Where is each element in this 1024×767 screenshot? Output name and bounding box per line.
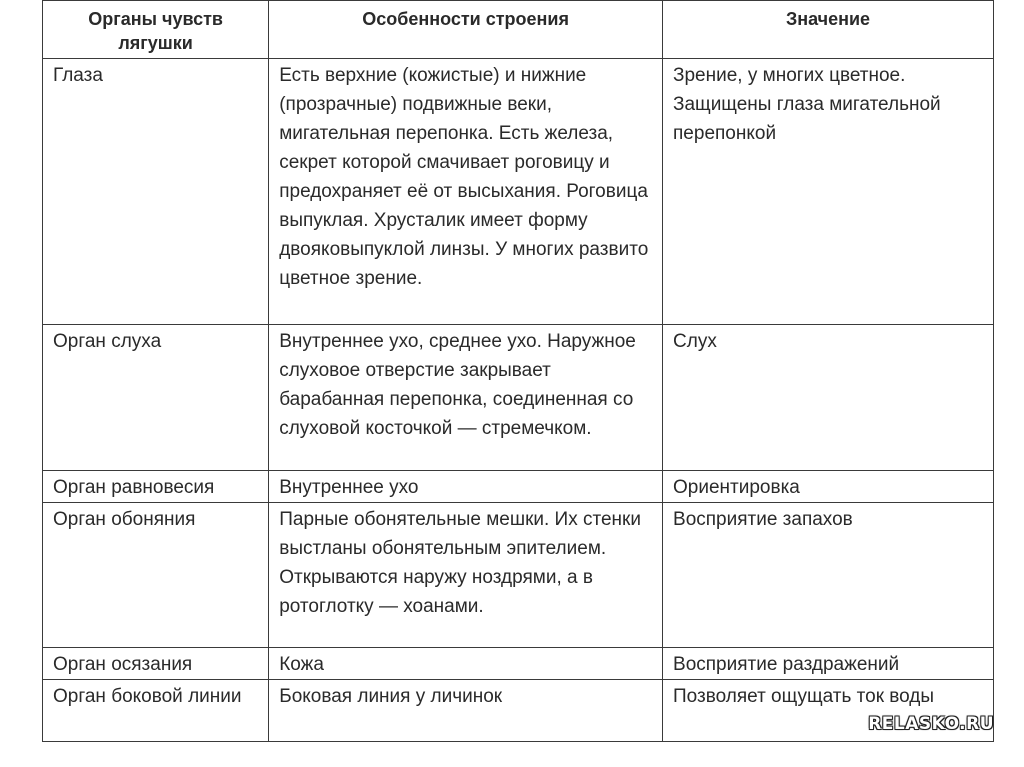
cell-structure: Есть верхние (кожистые) и нижние (прозрачные) подвижные веки, мигательная перепонка. Есть железа, секрет которой смачивает роговицу и предохраняет её от высыхания. Роговица выпуклая. Хрусталик имеет форму двояковыпуклой линзы. У многих развито цветное зрение. — [269, 59, 663, 325]
table-row — [43, 471, 994, 503]
cell-meaning: Зрение, у многих цветное. Защищены глаза мигательной перепонкой — [663, 59, 994, 325]
cell-meaning: Слух — [663, 325, 994, 471]
cell-meaning: Ориентировка — [663, 471, 994, 503]
cell-organ: Орган равновесия — [43, 471, 269, 503]
cell-organ: Орган обоняния — [43, 503, 269, 648]
cell-organ: Орган боковой линии — [43, 680, 269, 742]
cell-structure: Внутреннее ухо — [269, 471, 663, 503]
header-organs: Органы чувств лягушки — [43, 1, 269, 59]
cell-structure: Боковая линия у личинок — [269, 680, 663, 742]
table-row — [43, 59, 994, 325]
table-row — [43, 503, 994, 648]
cell-organ: Глаза — [43, 59, 269, 325]
cell-organ: Орган осязания — [43, 648, 269, 680]
header-structure: Особенности строения — [269, 1, 663, 59]
table-header-row — [43, 1, 994, 59]
cell-meaning: Восприятие запахов — [663, 503, 994, 648]
table-row — [43, 648, 994, 680]
cell-meaning: Позволяет ощущать ток воды — [663, 680, 994, 742]
cell-structure: Парные обонятельные мешки. Их стенки выстланы обонятельным эпителием. Открываются наружу ноздрями, а в ротоглотку — хоанами. — [269, 503, 663, 648]
frog-sense-organs-table — [42, 0, 994, 742]
header-meaning: Значение — [663, 1, 994, 59]
site-watermark: RELASKO.RU — [868, 714, 994, 734]
cell-organ: Орган слуха — [43, 325, 269, 471]
table-row — [43, 325, 994, 471]
table-row — [43, 680, 994, 742]
cell-structure: Кожа — [269, 648, 663, 680]
cell-structure: Внутреннее ухо, среднее ухо. Наружное слуховое отверстие закрывает барабанная перепонка, соединенная со слуховой косточкой — стремечком. — [269, 325, 663, 471]
cell-meaning: Восприятие раздражений — [663, 648, 994, 680]
